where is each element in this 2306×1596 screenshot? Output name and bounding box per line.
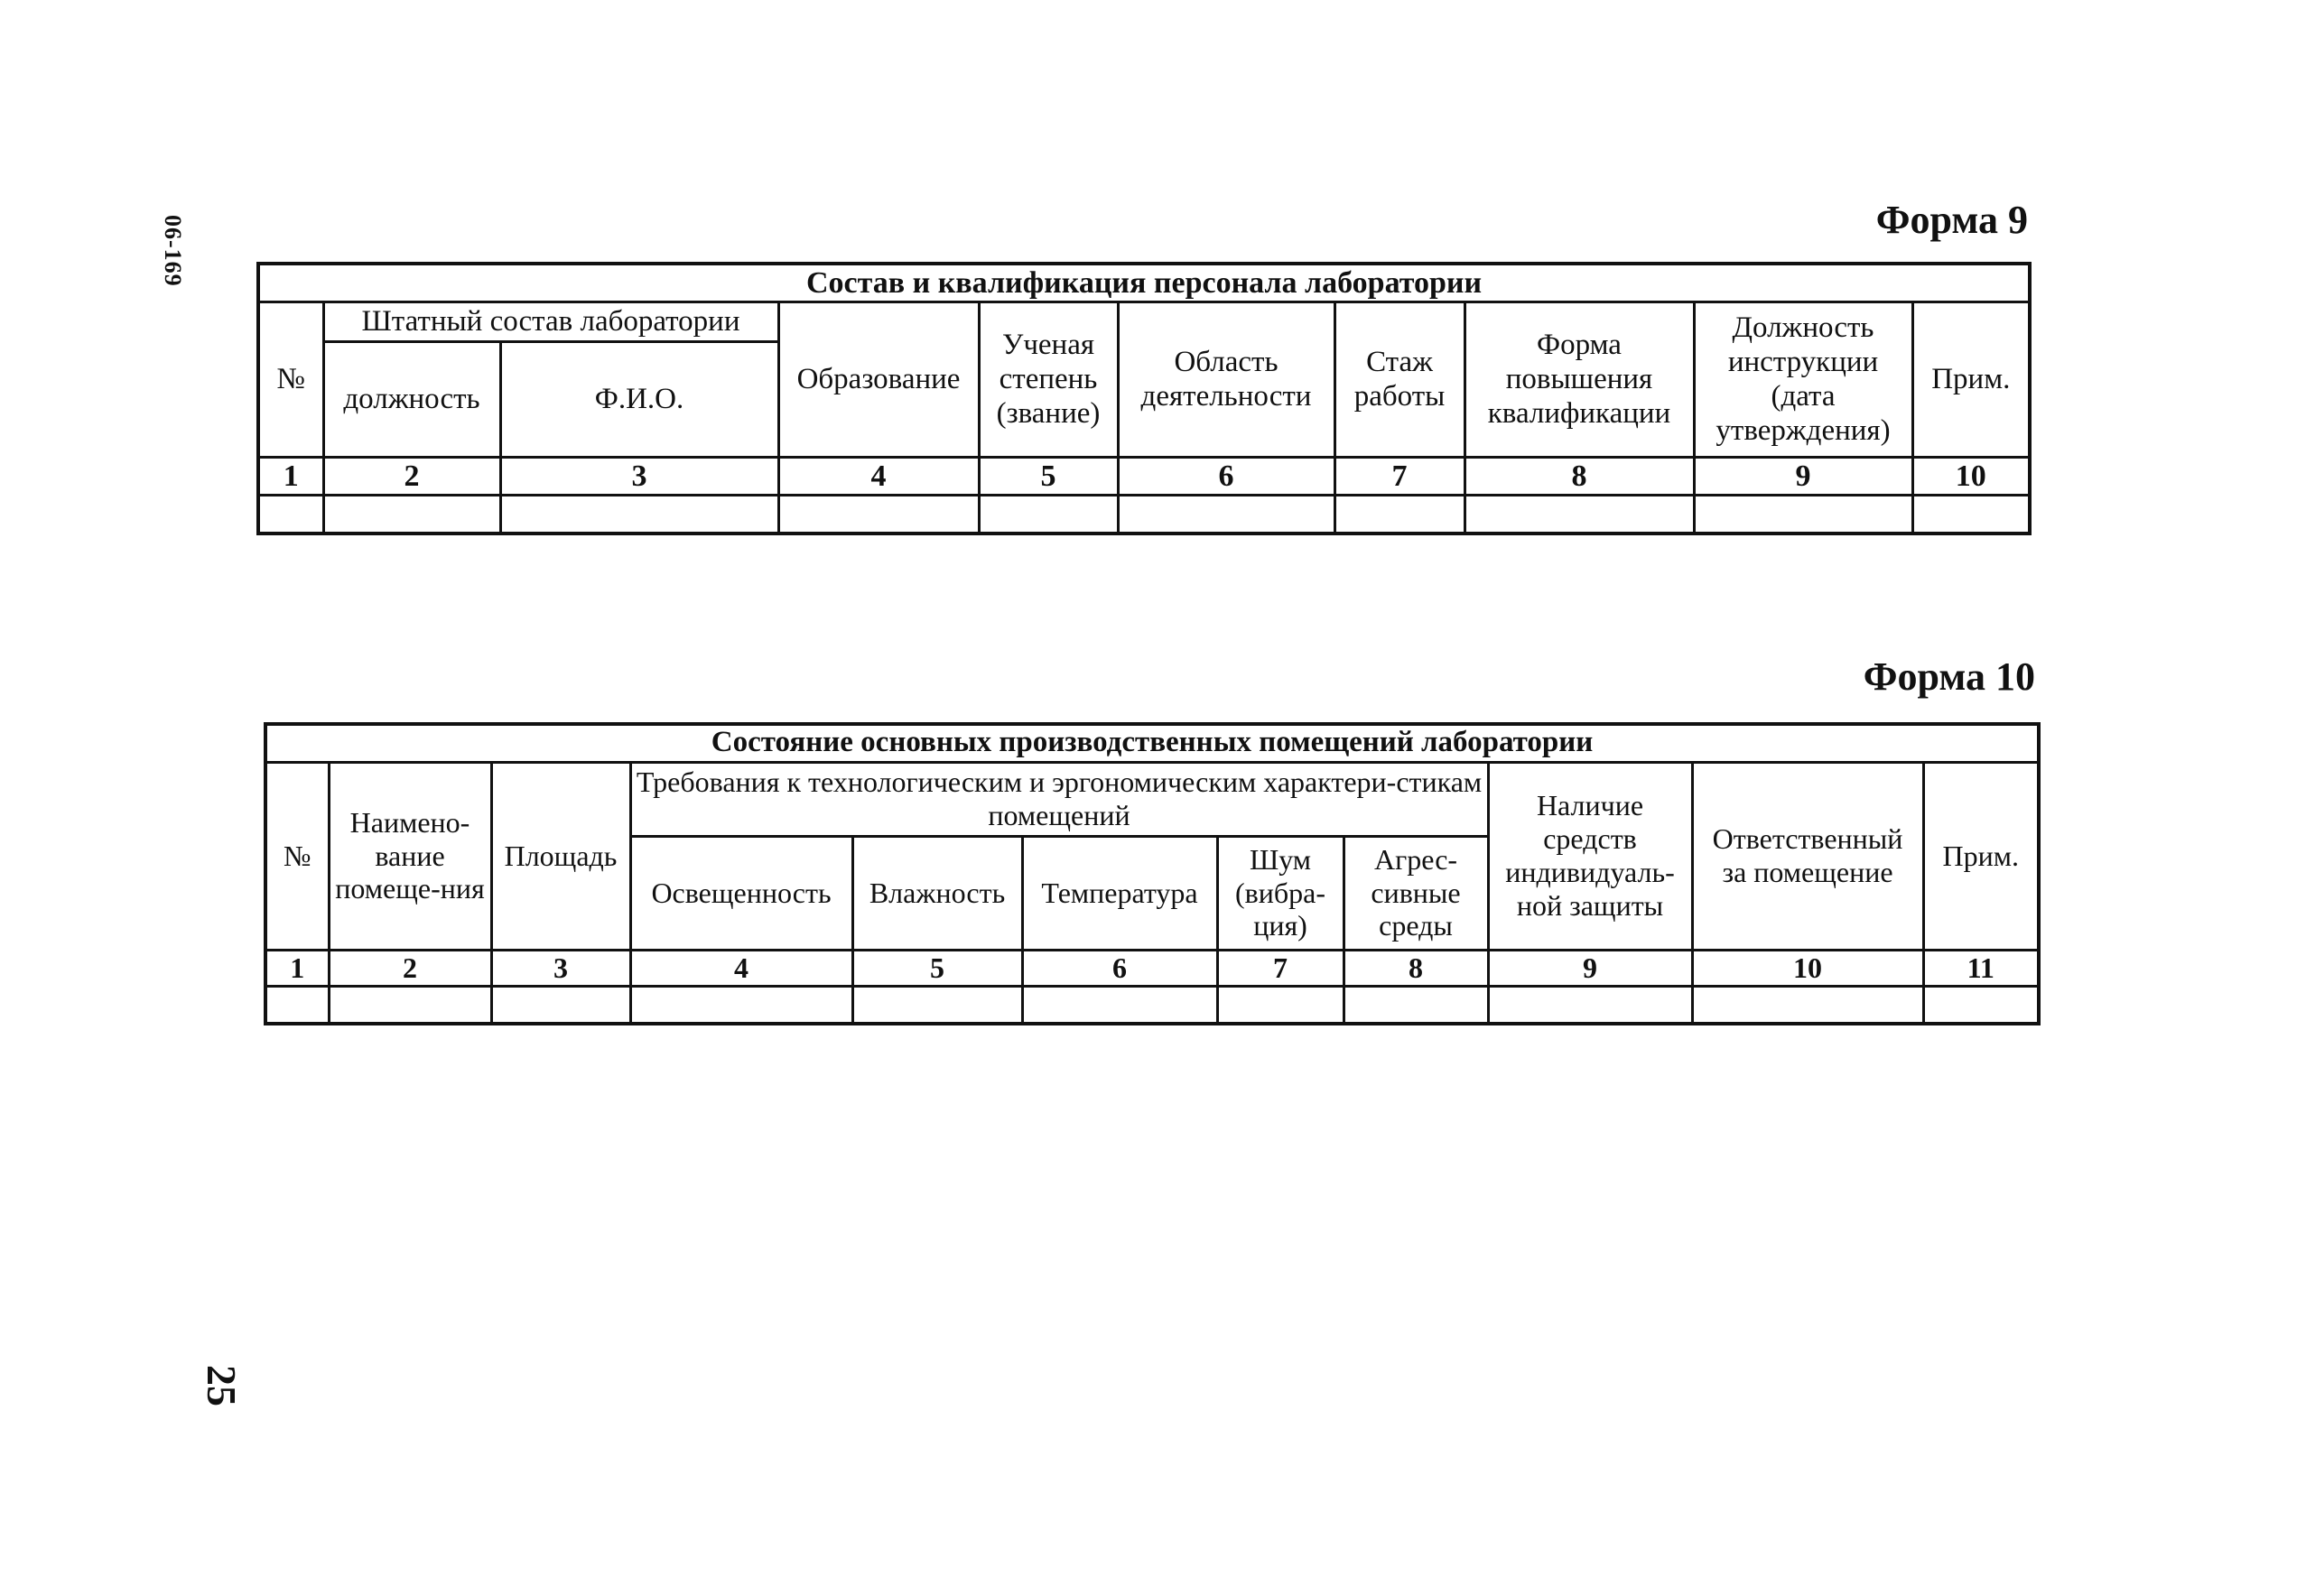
column-number: 10 — [1912, 458, 2030, 496]
header-responsible: Ответственный за помещение — [1692, 762, 1923, 950]
empty-cell[interactable] — [323, 496, 500, 534]
column-number: 3 — [500, 458, 778, 496]
empty-cell[interactable] — [265, 986, 329, 1024]
column-number: 5 — [979, 458, 1118, 496]
empty-cell[interactable] — [1923, 986, 2039, 1024]
column-number-row — [258, 458, 2030, 496]
header-fio: Ф.И.О. — [500, 342, 778, 458]
column-number: 10 — [1692, 950, 1923, 986]
column-number: 7 — [1217, 950, 1344, 986]
empty-cell[interactable] — [500, 496, 778, 534]
column-number: 1 — [265, 950, 329, 986]
empty-cell[interactable] — [1912, 496, 2030, 534]
column-number: 8 — [1344, 950, 1488, 986]
empty-cell[interactable] — [1694, 496, 1912, 534]
empty-cell[interactable] — [778, 496, 979, 534]
header-note: Прим. — [1912, 302, 2030, 458]
form-9-title: Состав и квалификация персонала лаборатории — [258, 264, 2030, 302]
column-number: 4 — [630, 950, 852, 986]
column-number-row — [265, 950, 2039, 986]
form-9-label: Форма 9 — [1875, 198, 2028, 242]
page-number: 25 — [199, 1365, 245, 1406]
header-education: Образование — [778, 302, 979, 458]
empty-cell[interactable] — [630, 986, 852, 1024]
header-lighting: Освещенность — [630, 836, 852, 950]
header-ppe: Наличие средств индивидуаль-ной защиты — [1488, 762, 1692, 950]
header-staff-group: Штатный состав лаборатории — [323, 302, 778, 342]
empty-cell[interactable] — [1464, 496, 1694, 534]
empty-cell[interactable] — [329, 986, 491, 1024]
empty-row — [265, 986, 2039, 1024]
header-number: № — [258, 302, 323, 458]
column-number: 2 — [329, 950, 491, 986]
column-number: 6 — [1118, 458, 1334, 496]
header-number: № — [265, 762, 329, 950]
column-number: 2 — [323, 458, 500, 496]
empty-row — [258, 496, 2030, 534]
empty-cell[interactable] — [1217, 986, 1344, 1024]
column-number: 5 — [852, 950, 1022, 986]
header-degree: Ученая степень (звание) — [979, 302, 1118, 458]
column-number: 11 — [1923, 950, 2039, 986]
header-aggressive: Агрес-сивные среды — [1344, 836, 1488, 950]
empty-cell[interactable] — [1344, 986, 1488, 1024]
header-humidity: Влажность — [852, 836, 1022, 950]
empty-cell[interactable] — [1692, 986, 1923, 1024]
header-room-name: Наимено-вание помеще-ния — [329, 762, 491, 950]
header-note: Прим. — [1923, 762, 2039, 950]
column-number: 9 — [1694, 458, 1912, 496]
header-temperature: Температура — [1022, 836, 1217, 950]
column-number: 9 — [1488, 950, 1692, 986]
form-10-label: Форма 10 — [1863, 654, 2035, 699]
empty-cell[interactable] — [491, 986, 630, 1024]
header-requirements-group: Требования к технологическим и эргономическим характери-стикам помещений — [630, 762, 1488, 836]
column-number: 4 — [778, 458, 979, 496]
column-number: 6 — [1022, 950, 1217, 986]
header-experience: Стаж работы — [1334, 302, 1464, 458]
header-qualification: Форма повышения квалификации — [1464, 302, 1694, 458]
empty-cell[interactable] — [1488, 986, 1692, 1024]
form-9-table — [256, 262, 2032, 535]
empty-cell[interactable] — [1118, 496, 1334, 534]
document-code: 06-169 — [160, 215, 186, 287]
empty-cell[interactable] — [852, 986, 1022, 1024]
column-number: 8 — [1464, 458, 1694, 496]
column-number: 1 — [258, 458, 323, 496]
form-10-table — [264, 722, 2041, 1025]
header-instruction: Должность инструкции (дата утверждения) — [1694, 302, 1912, 458]
form-10-title: Состояние основных производственных помещений лаборатории — [265, 724, 2039, 762]
empty-cell[interactable] — [1334, 496, 1464, 534]
empty-cell[interactable] — [979, 496, 1118, 534]
header-position: должность — [323, 342, 500, 458]
empty-cell[interactable] — [1022, 986, 1217, 1024]
header-field: Область деятельности — [1118, 302, 1334, 458]
column-number: 3 — [491, 950, 630, 986]
empty-cell[interactable] — [258, 496, 323, 534]
column-number: 7 — [1334, 458, 1464, 496]
header-noise: Шум (вибра-ция) — [1217, 836, 1344, 950]
header-area: Площадь — [491, 762, 630, 950]
